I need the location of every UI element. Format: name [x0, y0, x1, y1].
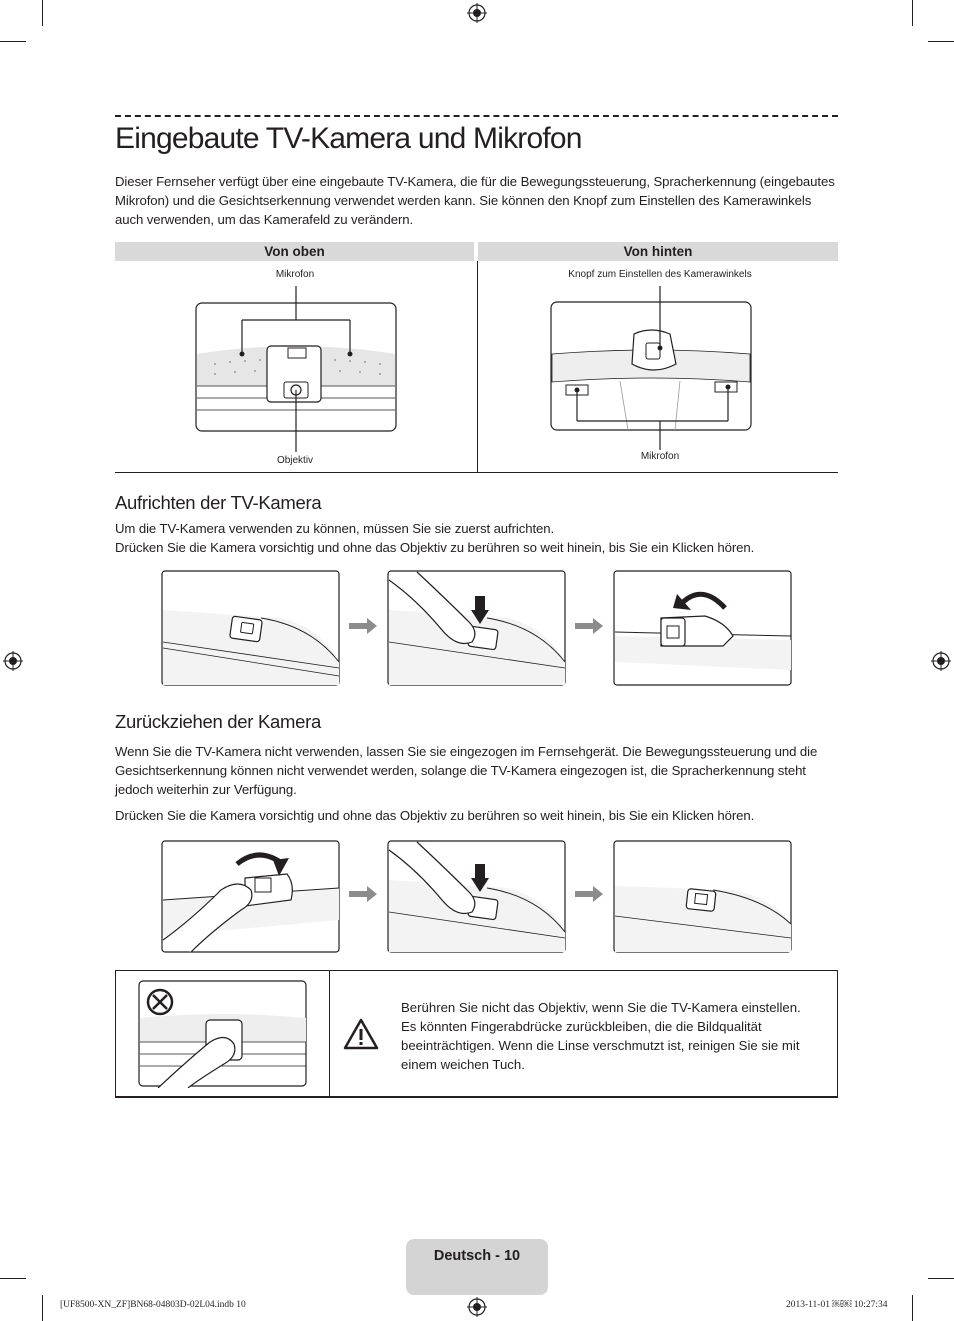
retract-step-2-illustration	[387, 840, 567, 953]
registration-mark-icon	[931, 651, 951, 671]
registration-mark-icon	[467, 3, 487, 23]
camera-top-view-illustration	[195, 286, 400, 454]
page-number-tab	[406, 1239, 548, 1295]
raise-line-1: Um die TV-Kamera verwenden zu können, müssen Sie sie zuerst aufrichten.	[115, 521, 555, 536]
heading-retract-camera: Zurückziehen der Kamera	[115, 711, 321, 732]
arrow-right-icon	[575, 618, 603, 634]
title-rule	[115, 115, 838, 117]
page-number: Deutsch - 10	[433, 1248, 521, 1264]
arrow-right-icon	[349, 886, 377, 902]
caution-line-2: Es könnten Fingerabdrücke zurückbleiben, die die Bildqualität beeinträchtigen. Wenn die Linse verschmutzt ist, reinigen Sie sie mit einem weichen Tuch.	[401, 1019, 800, 1072]
raise-step-1-illustration	[161, 570, 341, 686]
raise-step-2-illustration	[387, 570, 567, 686]
intro-paragraph: Dieser Fernseher verfügt über eine eingebaute TV-Kamera, die für die Bewegungssteuerung, Spracherkennung (eingebautes Mikrofon) und die Gesichtserkennung verwendet werden kann. Sie können den Knopf zum Einstellen des Kamerawinkels auch verwenden, um das Kamerafeld zu verändern.	[115, 174, 835, 227]
crop-mark	[928, 41, 954, 42]
heading-raise-camera: Aufrichten der TV-Kamera	[115, 492, 322, 513]
header-top-view: Von oben	[115, 242, 474, 261]
crop-mark	[42, 0, 43, 26]
registration-mark-icon	[3, 651, 23, 671]
do-not-touch-illustration	[138, 980, 308, 1088]
registration-mark-icon	[467, 1297, 487, 1317]
caution-divider	[329, 971, 330, 1096]
crop-mark	[928, 1278, 954, 1279]
warning-triangle-icon	[343, 1018, 379, 1050]
retract-step-3-illustration	[613, 840, 793, 953]
label-microphone-top: Mikrofon	[275, 269, 315, 280]
raise-line-2: Drücken Sie die Kamera vorsichtig und ohne das Objektiv zu berühren so weit hinein, bis Sie ein Klicken hören.	[115, 540, 755, 555]
crop-mark	[0, 1278, 26, 1279]
raise-step-3-illustration	[613, 570, 793, 686]
label-microphone-rear: Mikrofon	[640, 451, 680, 462]
caution-box	[115, 970, 838, 1098]
camera-rear-view-illustration	[550, 286, 755, 452]
crop-mark	[912, 1295, 913, 1321]
retract-paragraph-1: Wenn Sie die TV-Kamera nicht verwenden, lassen Sie sie eingezogen im Fernsehgerät. Die Bewegungssteuerung und die Gesichtserkennung können nicht verwendet werden, solange die TV-Kamera eingezogen ist, die Spracherkennung steht jedoch weiterhin zur Verfügung.	[115, 744, 818, 797]
diagram-divider	[477, 261, 478, 472]
crop-mark	[912, 0, 913, 26]
caution-line-1: Berühren Sie nicht das Objektiv, wenn Sie die TV-Kamera einstellen.	[401, 1000, 801, 1015]
retract-paragraph-2: Drücken Sie die Kamera vorsichtig und ohne das Objektiv zu berühren so weit hinein, bis Sie ein Klicken hören.	[115, 808, 755, 823]
print-info-left: [UF8500-XN_ZF]BN68-04803D-02L04.indb 10	[60, 1300, 246, 1310]
print-info-right: 2013-11-01 ￼￼ 10:27:34	[786, 1300, 888, 1310]
page-title: Eingebaute TV-Kamera und Mikrofon	[115, 122, 582, 155]
caution-text	[401, 998, 836, 1074]
label-lens: Objektiv	[276, 455, 314, 466]
retract-step-1-illustration	[161, 840, 341, 953]
label-angle-knob: Knopf zum Einstellen des Kamerawinkels	[568, 269, 752, 280]
crop-mark	[42, 1295, 43, 1321]
arrow-right-icon	[575, 886, 603, 902]
crop-mark	[0, 41, 26, 42]
header-rear-view: Von hinten	[478, 242, 838, 261]
arrow-right-icon	[349, 618, 377, 634]
